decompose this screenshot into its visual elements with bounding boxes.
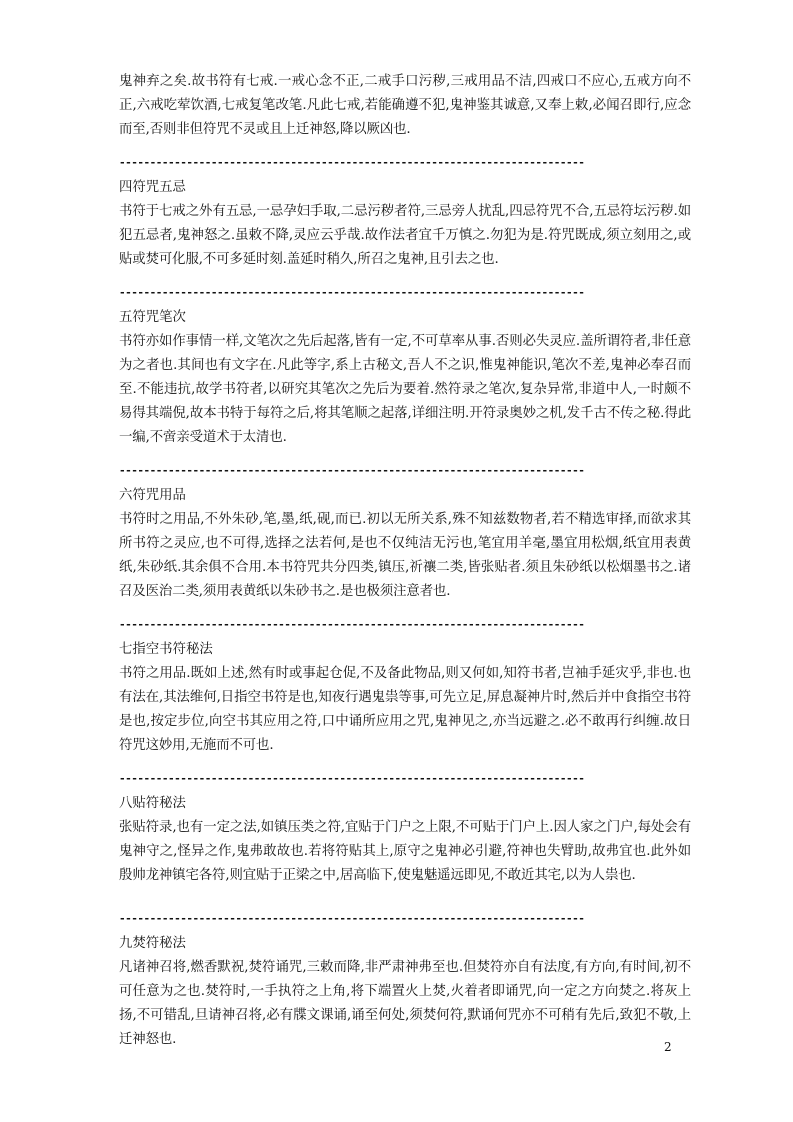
section-title: 八贴符秘法 [119, 796, 186, 811]
section-body: 张贴符录,也有一定之法,如镇压类之符,宜贴于门户之上限,不可贴于门户上.因人家之门户,每处会有鬼神守之,怪异之作,鬼弗敢故也.若将符贴其上,原守之鬼神必引避,符神也失臂助,故弗宜也.此外如殷帅龙神镇宅各符,则宜贴于正梁之中,居高临下,使鬼魅遥远即见,不敢近其宅,以为人祟也. [119, 820, 691, 883]
page-content [119, 70, 691, 1052]
section-title: 九焚符秘法 [119, 936, 186, 951]
section-separator: ---------------------------------------------------------------------------- [119, 618, 585, 631]
section-body: 书符之用品.既如上述,然有时或事起仓促,不及备此物品,则又何如,知符书者,岂袖手延灾乎,非也.也有法在,其法维何,日指空书符是也,知夜行遇鬼祟等事,可先立足,屏息凝神片时,然后并中食指空书符是也,按定步位,向空书其应用之符,口中诵所应用之咒,鬼神见之,亦当远避之.必不敢再行纠缠.故日符咒这妙用,无施而不可也. [119, 666, 691, 753]
section-separator: ---------------------------------------------------------------------------- [119, 772, 585, 785]
section-body: 书符时之用品,不外朱砂,笔,墨,纸,砚,而已.初以无所关系,殊不知兹数物者,若不精选审择,而欲求其所书符之灵应,也不可得,选择之法若何,是也不仅纯洁无污也,笔宜用羊毫,墨宜用松烟,纸宜用表黄纸,朱砂纸.其余俱不合用.本书符咒共分四类,镇压,祈禳二类,皆张贴者.须且朱砂纸以松烟墨书之.诸召及医治二类,须用表黄纸以朱砂书之.是也极须注意者也. [119, 512, 691, 599]
section-posting [119, 772, 691, 888]
section-body: 书符亦如作事情一样,文笔次之先后起落,皆有一定,不可草率从事.否则必失灵应.盖所谓符者,非任意为之者也.其间也有文字在.凡此等字,系上古秘文,吾人不之识,惟鬼神能识,笔次不差,鬼神必奉召而至.不能违抗,故学书符者,以研究其笔次之先后为要着.然符录之笔次,复杂异常,非道中人,一时颇不易得其端倪,故本书特于每符之后,将其笔顺之起落,详细注明.开符录奥妙之机,发千古不传之秘.得此一编,不啻亲受道术于太清也. [119, 334, 691, 445]
section-separator: ---------------------------------------------------------------------------- [119, 156, 585, 169]
section-burning [119, 912, 691, 1052]
section-air-writing [119, 618, 691, 758]
section-title: 四符咒五忌 [119, 180, 186, 195]
section-four-prohibitions [119, 156, 691, 272]
section-separator: ---------------------------------------------------------------------------- [119, 912, 585, 925]
section-body: 凡诸神召将,燃香默祝,焚符诵咒,三敕而降,非严肃神弗至也.但焚符亦自有法度,有方向,有时间,初不可任意为之也.焚符时,一手执符之上角,将下端置火上焚,火着者即诵咒,向一定之方向焚之.将灰上扬,不可错乱,旦请神召将,必有牒文课诵,诵至何处,须焚何符,默诵何咒亦不可稍有先后,致犯不敬,上迁神怒也. [119, 960, 691, 1047]
section-stroke-order [119, 286, 691, 450]
section-title: 五符咒笔次 [119, 310, 186, 325]
section-separator: ---------------------------------------------------------------------------- [119, 286, 585, 299]
section-materials [119, 464, 691, 604]
intro-paragraph: 鬼神弃之矣.故书符有七戒.一戒心念不正,二戒手口污秽,三戒用品不洁,四戒口不应心,五戒方向不正,六戒吃荤饮酒,七戒复笔改笔.凡此七戒,若能确遵不犯,鬼神鉴其诚意,又奉上敕,必闻召即行,应念而至,否则非但符咒不灵或且上迁神怒,降以厥凶也. [119, 74, 691, 137]
section-separator: ---------------------------------------------------------------------------- [119, 464, 585, 477]
page-number: 2 [664, 1040, 672, 1054]
section-title: 六符咒用品 [119, 488, 186, 503]
section-body: 书符于七戒之外有五忌,一忌孕妇手取,二忌污秽者符,三忌旁人扰乱,四忌符咒不合,五忌符坛污秽.如犯五忌者,鬼神怒之.虽敕不降,灵应云乎哉.故作法者宜千万慎之.勿犯为是.符咒既成,须立刻用之,或贴或焚可化服,不可多延时刻.盖延时稍久,所召之鬼神,且引去之也. [119, 204, 691, 267]
section-title: 七指空书符秘法 [119, 642, 213, 657]
